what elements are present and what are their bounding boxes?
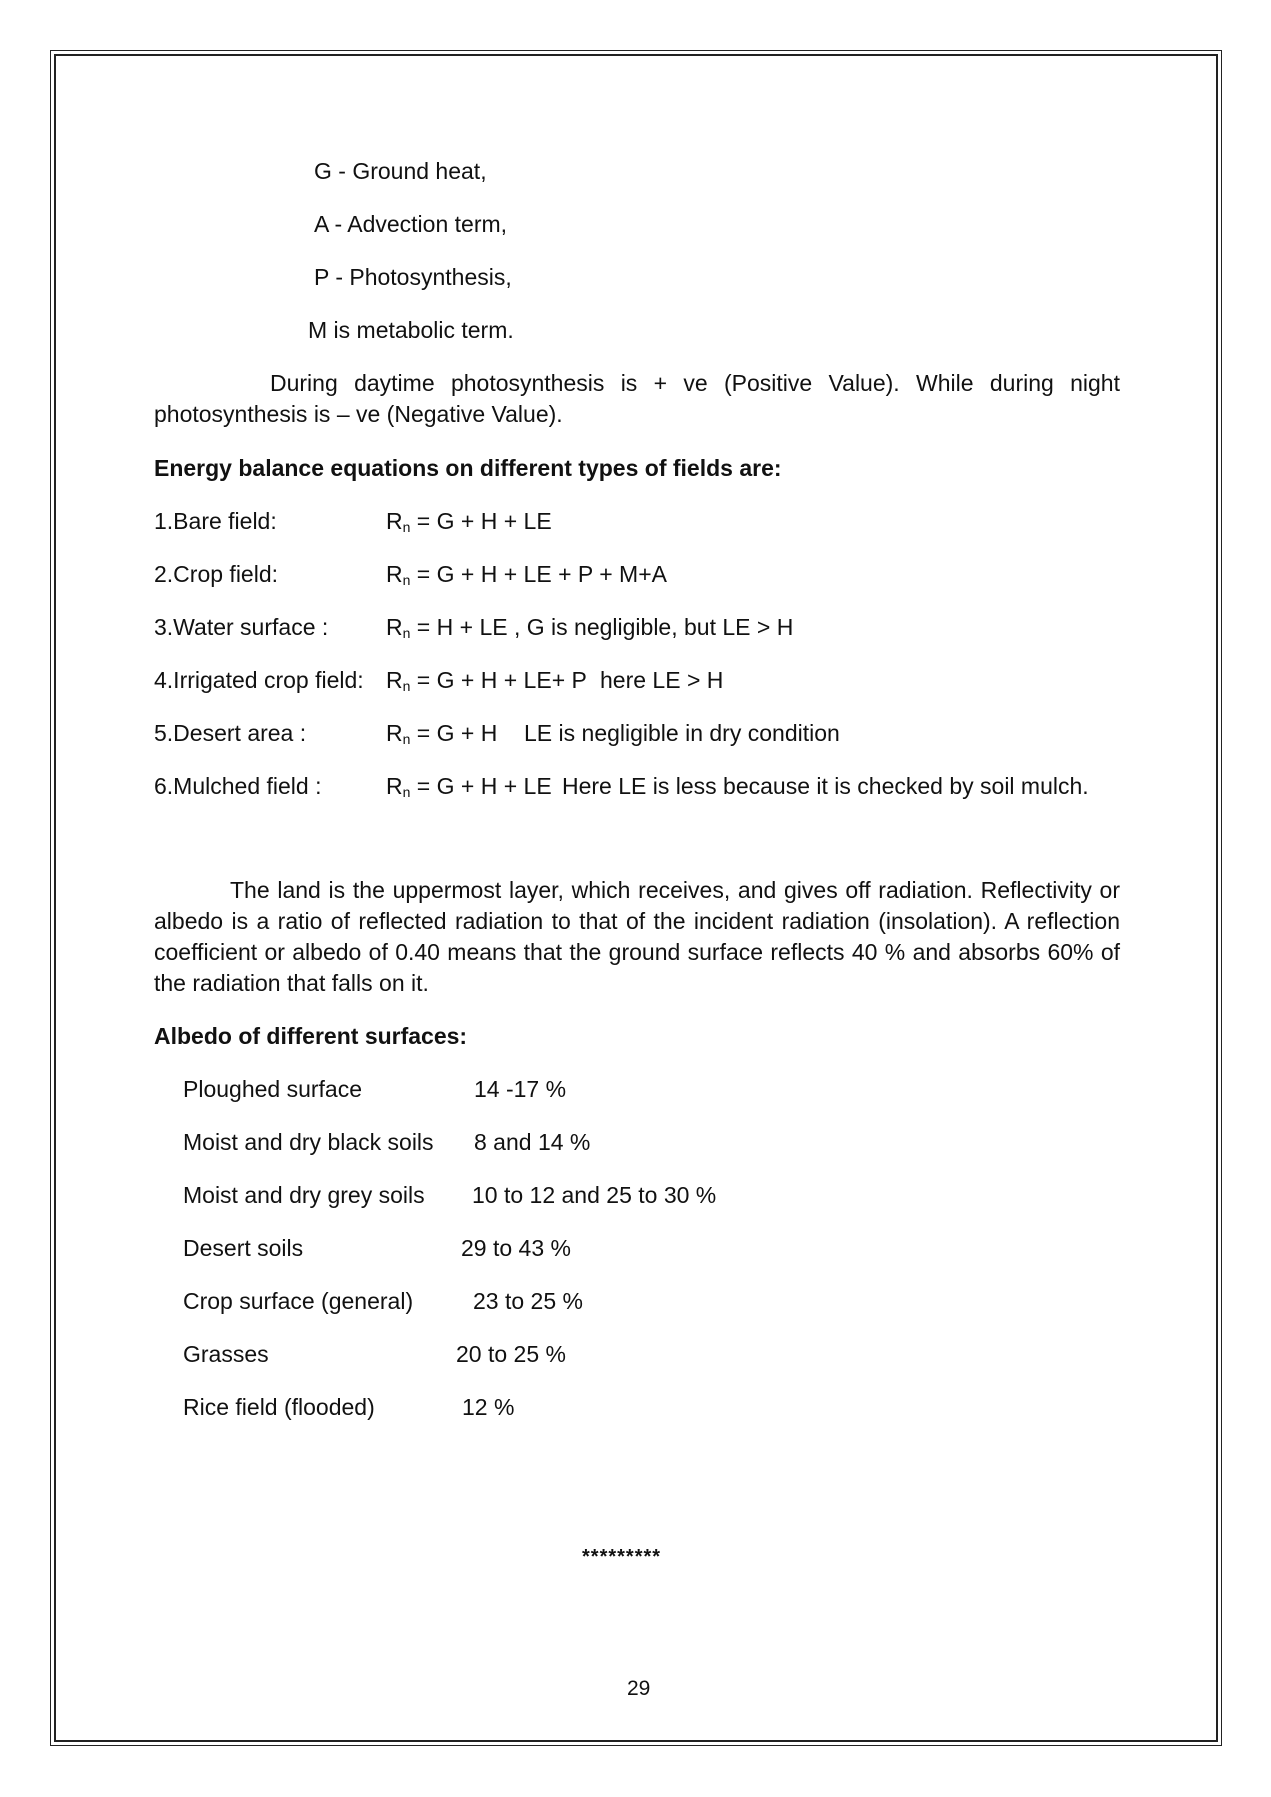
equation-note-desert-area: LE is negligible in dry condition	[524, 720, 840, 746]
albedo-paragraph: The land is the uppermost layer, which receives, and gives off radiation. Reflectivity or albedo is a ratio of reflected radiation to that of the incident radiation (insolation). A reflection coefficient or albedo of 0.40 means that the ground surface reflects 40 % and absorbs 60% of the radiation that falls on it.	[154, 877, 1120, 996]
albedo-surface: Desert soils	[183, 1235, 304, 1261]
equation-bare-field: $R_n = G + H$ + LE	[386, 508, 552, 535]
albedo-value: 14 -17 %	[474, 1076, 567, 1102]
albedo-value: 29 to 43 %	[461, 1235, 571, 1261]
equation-irrigated-crop-field: $R_n = G + H + LE+ P$	[386, 667, 587, 694]
equation-crop-field: $R_n = G + H$ + LE + P + M+A	[386, 561, 667, 588]
equation-note-mulched-field: Here LE is less because it is checked by soil mulch.	[562, 773, 1089, 799]
albedo-surface: Ploughed surface	[183, 1076, 363, 1102]
albedo-value: 20 to 25 %	[456, 1341, 566, 1367]
albedo-value: 10 to 12 and 25 to 30 %	[472, 1182, 717, 1208]
energy-balance-heading: Energy balance equations on different types of fields are:	[154, 455, 782, 481]
albedo-surface: Grasses	[183, 1341, 269, 1367]
photosynthesis-paragraph: During daytime photosynthesis is + ve (Positive Value). While during night photosynthesis is – ve (Negative Value).	[154, 370, 1120, 427]
section-separator: *********	[582, 1546, 662, 1568]
legend-item-advection: A - Advection term,	[314, 211, 508, 237]
equation-label-irrigated-crop-field: 4.Irrigated crop field:	[154, 667, 364, 693]
equation-water-surface: $R_n = H$ + LE , G is negligible, but LE > H	[386, 614, 794, 641]
albedo-value: 8 and 14 %	[474, 1129, 591, 1155]
albedo-surface: Moist and dry grey soils	[183, 1182, 425, 1208]
legend-item-ground-heat: G - Ground heat,	[314, 158, 487, 184]
albedo-surface: Rice field (flooded)	[183, 1394, 375, 1420]
equation-desert-area: $R_n = G + H$	[386, 720, 498, 747]
equation-mulched-field: $R_n = G + H$ + LE	[386, 773, 552, 800]
albedo-value: 12 %	[462, 1394, 515, 1420]
legend-item-photosynthesis: P - Photosynthesis,	[314, 264, 512, 290]
albedo-heading: Albedo of different surfaces:	[154, 1023, 468, 1049]
equation-label-bare-field: 1.Bare field:	[154, 508, 277, 534]
legend-item-metabolic: M is metabolic term.	[308, 317, 514, 343]
equation-label-mulched-field: 6.Mulched field :	[154, 773, 322, 799]
equation-label-desert-area: 5.Desert area :	[154, 720, 307, 746]
equation-label-crop-field: 2.Crop field:	[154, 561, 279, 587]
equation-label-water-surface: 3.Water surface :	[154, 614, 329, 640]
albedo-value: 23 to 25 %	[473, 1288, 583, 1314]
albedo-surface: Moist and dry black soils	[183, 1129, 434, 1155]
albedo-surface: Crop surface (general)	[183, 1288, 414, 1314]
equation-note-irrigated-crop-field: here LE > H	[600, 667, 724, 693]
page-number: 29	[627, 1677, 651, 1700]
